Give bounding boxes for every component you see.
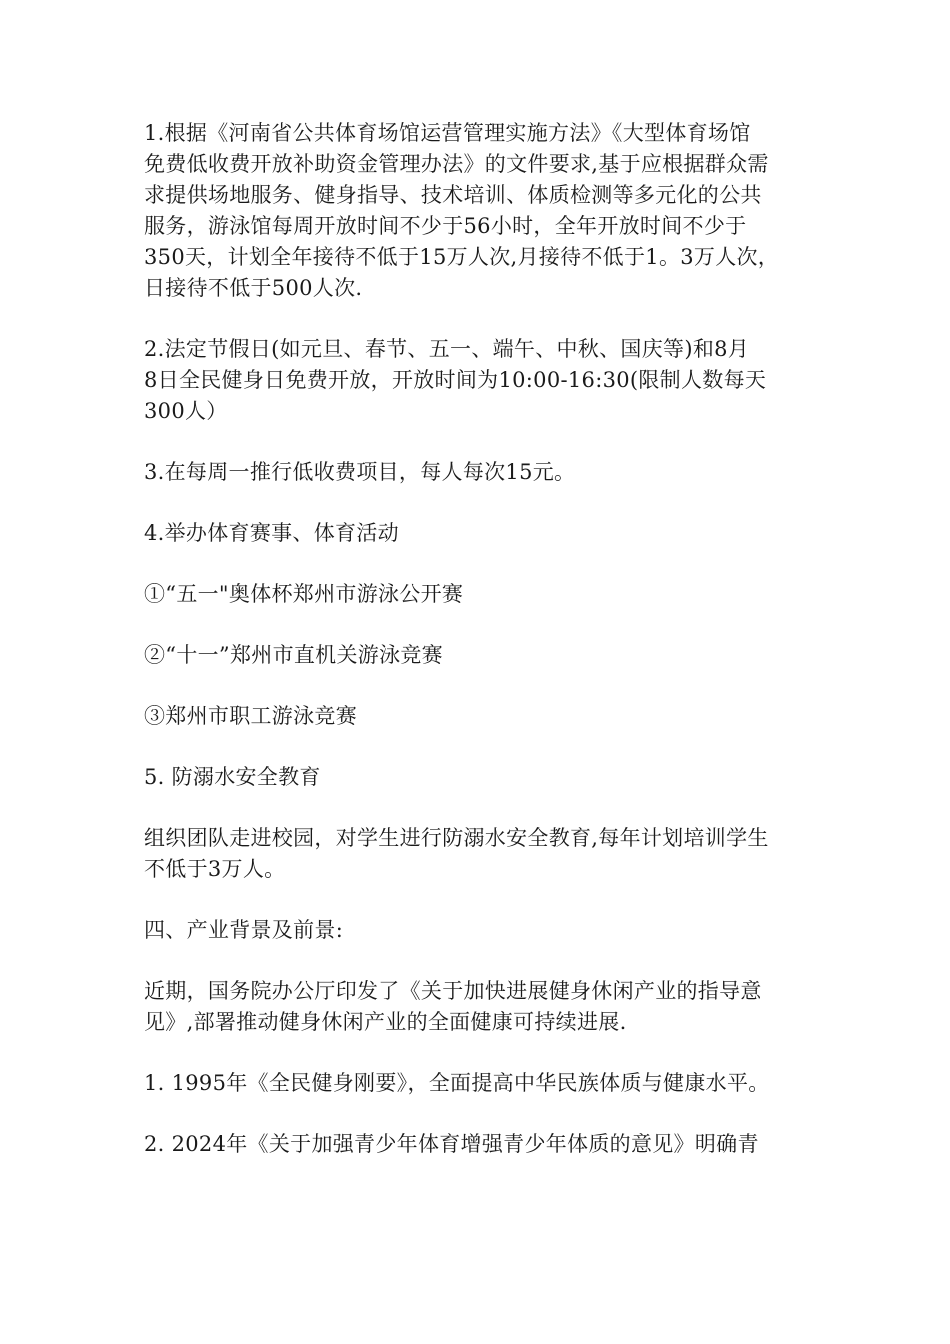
paragraph-3-low-fee (144, 457, 824, 488)
text-line: 见》,部署推动健身休闲产业的全面健康可持续进展. (144, 1010, 627, 1034)
paragraph-5-body (144, 823, 824, 885)
text-line: 近期，国务院办公厅印发了《关于加快进展健身休闲产业的指导意 (144, 979, 762, 1003)
text-line: 4.举办体育赛事、体育活动 (144, 521, 399, 545)
text-line: 1.根据《河南省公共体育场馆运营管理实施方法》《大型体育场馆 (144, 121, 751, 145)
text-line: 8日全民健身日免费开放，开放时间为10:00-16:30(限制人数每天 (144, 368, 767, 392)
text-line: 求提供场地服务、健身指导、技术培训、体质检测等多元化的公共 (144, 183, 762, 207)
text-line: 四、产业背景及前景: (144, 918, 344, 942)
text-line: 服务，游泳馆每周开放时间不少于56小时，全年开放时间不少于 (144, 214, 747, 238)
text-line: 3.在每周一推行低收费项目，每人每次15元。 (144, 460, 576, 484)
text-line: 350天，计划全年接待不低于15万人次,月接待不低于1。3万人次， (144, 245, 780, 269)
text-line: 不低于3万人。 (144, 857, 286, 881)
text-line: 5. 防溺水安全教育 (144, 765, 321, 789)
text-line: 免费低收费开放补助资金管理办法》的文件要求,基于应根据群众需 (144, 152, 769, 176)
paragraph-4-events (144, 518, 824, 549)
paragraph-1-open-hours (144, 118, 824, 304)
event-item-1 (144, 579, 824, 610)
policy-item-1 (144, 1068, 824, 1099)
text-line: ②“十一”郑州市直机关游泳竞赛 (144, 643, 443, 667)
text-line: 300人） (144, 399, 228, 423)
text-line: 2.法定节假日(如元旦、春节、五一、端午、中秋、国庆等)和8月 (144, 337, 750, 361)
paragraph-2-holidays (144, 334, 824, 427)
document-page (144, 118, 824, 1160)
section-4-intro (144, 976, 824, 1038)
event-item-3 (144, 701, 824, 732)
section-4-heading (144, 915, 824, 946)
text-line: ③郑州市职工游泳竞赛 (144, 704, 357, 728)
text-line: 日接待不低于500人次. (144, 276, 363, 300)
paragraph-5-heading (144, 762, 824, 793)
text-line: 2. 2024年《关于加强青少年体育增强青少年体质的意见》明确青 (144, 1132, 759, 1156)
text-line: ①“五一"奥体杯郑州市游泳公开赛 (144, 582, 464, 606)
event-item-2 (144, 640, 824, 671)
text-line: 1. 1995年《全民健身刚要》，全面提高中华民族体质与健康水平。 (144, 1071, 770, 1095)
policy-item-2 (144, 1129, 824, 1160)
text-line: 组织团队走进校园，对学生进行防溺水安全教育,每年计划培训学生 (144, 826, 769, 850)
